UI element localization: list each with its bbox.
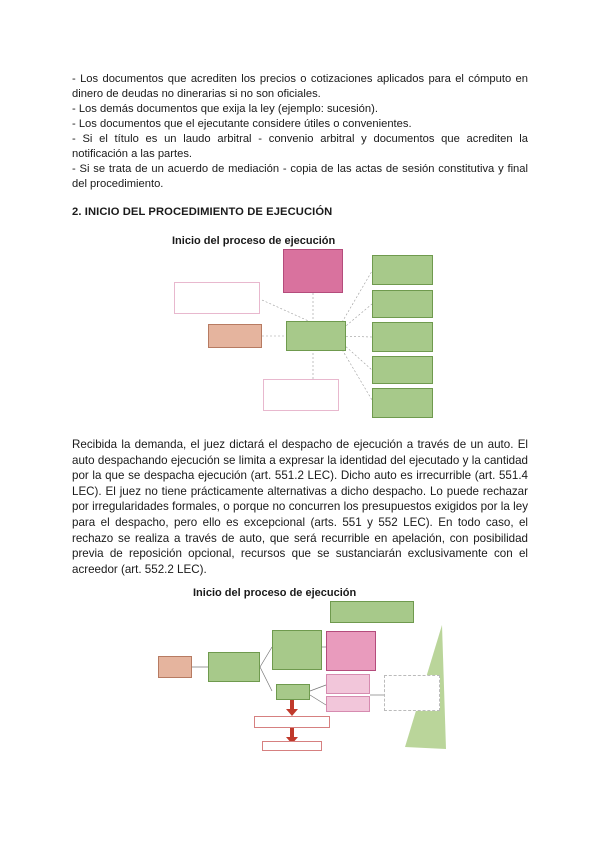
diagram-node bbox=[283, 249, 343, 293]
diagram-node bbox=[276, 684, 310, 700]
figure-2-title: Inicio del proceso de ejecución bbox=[193, 587, 357, 599]
figure-1-diagram bbox=[150, 233, 450, 423]
diagram-node bbox=[330, 601, 414, 623]
diagram-node bbox=[158, 656, 192, 678]
diagram-node bbox=[208, 652, 260, 682]
diagram-node bbox=[326, 631, 376, 671]
diagram-node bbox=[326, 674, 370, 694]
diagram-node bbox=[272, 630, 322, 670]
list-item: - Los documentos que el ejecutante considere útiles o convenientes. bbox=[72, 118, 412, 130]
list-item: - Los demás documentos que exija la ley (ejemplo: sucesión). bbox=[72, 103, 378, 115]
diagram-node bbox=[208, 324, 262, 348]
section-heading: 2. INICIO DEL PROCEDIMIENTO DE EJECUCIÓN bbox=[72, 206, 333, 218]
diagram-node bbox=[372, 356, 433, 384]
diagram-node bbox=[254, 716, 330, 728]
list-item: - Si se trata de un acuerdo de mediación - copia de las actas de sesión constitutiva y final del procedimiento. bbox=[72, 163, 528, 190]
figure-2-diagram bbox=[150, 585, 450, 755]
diagram-node bbox=[286, 321, 346, 351]
diagram-node bbox=[262, 741, 322, 751]
diagram-node bbox=[263, 379, 339, 411]
requirements-list bbox=[72, 72, 528, 192]
diagram-node bbox=[326, 696, 370, 712]
diagram-node bbox=[372, 255, 433, 285]
diagram-node bbox=[174, 282, 260, 314]
figure-1-title: Inicio del proceso de ejecución bbox=[172, 235, 336, 247]
diagram-node bbox=[372, 322, 433, 352]
list-item: - Si el título es un laudo arbitral - convenio arbitral y documentos que acrediten la notificación a las partes. bbox=[72, 133, 528, 160]
diagram-node bbox=[384, 675, 440, 711]
body-paragraph: Recibida la demanda, el juez dictará el despacho de ejecución a través de un auto. El auto despachando ejecución se limita a expresar la identidad del ejecutado y la cantidad por la que se despacha ejecución (art. 551.2 LEC). Dicho auto es irrecurrible (art. 551.4 LEC). El juez no tiene prácticamente alternativas a dicho despacho. Lo puede rechazar por irregularidades formales, o porque no concurren los presupuestos exigidos por la ley para el despacho, pero ello es excepcional (arts. 551 y 552 LEC). En todo caso, el rechazo se realiza a través de auto, que será recurrible en apelación, con posibilidad previa de reposición opcional, recursos que se sustanciarán exclusivamente con el acreedor (art. 552.2 LEC). bbox=[72, 438, 528, 576]
diagram-node bbox=[372, 290, 433, 318]
diagram-node bbox=[372, 388, 433, 418]
list-item: - Los documentos que acrediten los precios o cotizaciones aplicados para el cómputo en dinero de deudas no dinerarias si no son oficiales. bbox=[72, 73, 528, 100]
